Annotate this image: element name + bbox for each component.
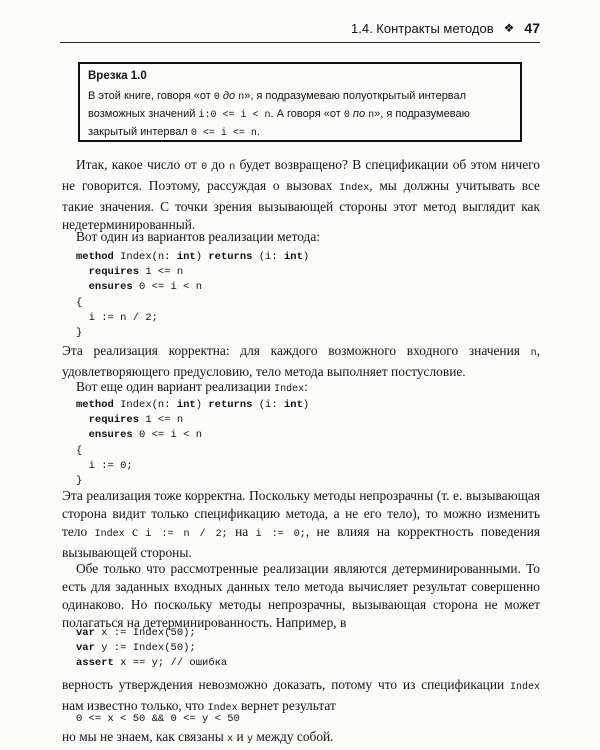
paragraph-2: Вот один из вариантов реализации метода: bbox=[76, 229, 321, 244]
inline-code: i := n / 2; bbox=[145, 529, 228, 540]
code-text: 0 <= i < n bbox=[132, 281, 203, 294]
text-run: до bbox=[207, 157, 230, 172]
inline-code: n bbox=[238, 92, 245, 103]
code-keyword: returns bbox=[208, 251, 253, 263]
sidebar-text-part: . А говоря «от bbox=[270, 108, 344, 120]
code-keyword: int bbox=[283, 399, 303, 411]
code-keyword: assert bbox=[76, 657, 114, 670]
paragraph-8 bbox=[62, 728, 540, 749]
sidebar-text bbox=[88, 88, 512, 142]
inline-code: Index bbox=[509, 682, 540, 693]
text-run: с bbox=[124, 524, 146, 539]
code-keyword: requires bbox=[88, 414, 140, 427]
code-text: ) bbox=[195, 251, 209, 263]
code-text: { bbox=[76, 444, 83, 457]
text-run: , не влияя на корректность поведения вызывающей стороны. bbox=[62, 524, 541, 560]
sidebar-text-part: закрытый интервал bbox=[88, 126, 191, 138]
code-keyword: returns bbox=[208, 399, 253, 411]
inline-code: Index bbox=[94, 529, 125, 540]
code-text: } bbox=[76, 475, 83, 488]
sidebar-text-part: возможных значений bbox=[88, 108, 199, 120]
text-run: верность утверждения невозможно доказать, потому что из спецификации bbox=[62, 677, 510, 692]
page-number: 47 bbox=[524, 20, 540, 36]
code-text: (i: bbox=[252, 399, 284, 411]
code-block-2 bbox=[76, 398, 309, 489]
text-run: Эта реализация тоже корректна. Поскольку методы непрозрачны (т. е. вызывающая сторона видит только спецификацию метода, а не его тело), то можно изменить тело bbox=[62, 488, 540, 539]
code-keyword: ensures bbox=[88, 281, 133, 294]
code-keyword: method bbox=[76, 251, 114, 263]
inline-code: Index bbox=[274, 384, 305, 395]
code-text: i := 0; bbox=[88, 459, 133, 472]
ornament-icon: ❖ bbox=[503, 21, 515, 35]
code-keyword: ensures bbox=[88, 429, 133, 442]
text-run: на bbox=[227, 524, 256, 539]
code-keyword: requires bbox=[88, 266, 140, 279]
running-header bbox=[60, 16, 540, 43]
code-keyword: var bbox=[76, 642, 95, 655]
section-title: 1.4. Контракты методов bbox=[351, 20, 494, 36]
inline-code: n bbox=[229, 162, 236, 173]
text-run: будет возвращено? В спецификации об этом ничего не говорится. Поэтому, рассуждая о вызовах bbox=[62, 157, 540, 193]
paragraph-5 bbox=[62, 487, 540, 562]
code-text: ) bbox=[195, 399, 209, 411]
text-run: : bbox=[304, 379, 308, 394]
code-keyword: int bbox=[283, 251, 303, 263]
text-run: Эта реализация корректна: для каждого возможного входного значения bbox=[62, 343, 531, 358]
sidebar-title: Врезка 1.0 bbox=[88, 70, 147, 82]
sidebar-text-part: по bbox=[349, 108, 369, 120]
code-block-3 bbox=[76, 626, 227, 672]
text-run: , удовлетворяющего предусловию, тело метода выполняет постусловие. bbox=[62, 343, 540, 379]
inline-code: Index bbox=[207, 703, 238, 714]
inline-code: 0 bbox=[343, 110, 350, 121]
text-run: , мы должны учитывать все такие значения. С точки зрения вызывающей стороны этот метод выглядит как недетерминированный. bbox=[62, 178, 540, 232]
text-run: Вот еще один вариант реализации bbox=[76, 379, 275, 394]
inline-code: n bbox=[368, 110, 375, 121]
code-text: x == y; // ошибка bbox=[113, 657, 228, 670]
code-text: ) bbox=[302, 251, 310, 263]
text-run: между собой. bbox=[253, 729, 334, 744]
paragraph-3 bbox=[62, 342, 540, 381]
code-text: } bbox=[76, 327, 83, 340]
code-keyword: method bbox=[76, 399, 114, 411]
sidebar-text-part: до bbox=[219, 90, 239, 102]
sidebar-text-part: . bbox=[256, 126, 260, 138]
sidebar-text-part: В этой книге, говоря «от bbox=[88, 90, 214, 102]
inline-code: i:0 <= i < n bbox=[198, 110, 271, 121]
code-keyword: var bbox=[76, 627, 95, 639]
sidebar-text-part: », я подразумеваю bbox=[374, 108, 470, 120]
text-run: но мы не знаем, как связаны bbox=[62, 729, 228, 744]
code-keyword: int bbox=[176, 251, 196, 263]
text-run: вернет результат bbox=[237, 698, 336, 713]
sidebar-box bbox=[78, 62, 522, 142]
code-text: { bbox=[76, 296, 83, 309]
code-text: y := Index(50); bbox=[94, 642, 196, 655]
text-run: нам известно только, что bbox=[62, 698, 208, 713]
code-text: 1 <= n bbox=[139, 266, 184, 279]
code-text: i := n / 2; bbox=[88, 311, 158, 324]
code-text: x := Index(50); bbox=[94, 627, 196, 639]
inline-code: 0 bbox=[201, 162, 208, 173]
inline-code: 0 bbox=[213, 92, 220, 103]
code-text: ) bbox=[302, 399, 310, 411]
text-run: и bbox=[233, 729, 247, 744]
paragraph-4 bbox=[62, 378, 540, 399]
inline-code: x bbox=[227, 734, 234, 745]
code-text: 1 <= n bbox=[139, 414, 184, 427]
code-text: 0 <= i < n bbox=[132, 429, 203, 442]
paragraph-1 bbox=[62, 156, 540, 234]
inline-code: Index bbox=[339, 183, 370, 194]
inline-code: i := 0; bbox=[255, 529, 306, 540]
inline-code: n bbox=[530, 348, 537, 359]
inline-code: 0 <= i <= n bbox=[190, 128, 257, 139]
code-text: Index(n: bbox=[113, 399, 177, 411]
inline-code: y bbox=[246, 734, 253, 745]
code-block-4: 0 <= x < 50 && 0 <= y < 50 bbox=[76, 713, 240, 725]
code-text: (i: bbox=[252, 251, 284, 263]
code-keyword: int bbox=[176, 399, 196, 411]
code-block-1 bbox=[76, 250, 309, 341]
text-run: Итак, какое число от bbox=[76, 157, 202, 172]
code-text: Index(n: bbox=[113, 251, 177, 263]
paragraph-6: Обе только что рассмотренные реализации являются детерминированными. То есть для заданных входных данных тело метода вычисляет результат совершенно одинаково. Но поскольку методы непрозрачны, вызывающая сторона не может полагаться на детерминированность. Например, в bbox=[62, 561, 540, 630]
sidebar-text-part: », я подразумеваю полуоткрытый интервал bbox=[244, 90, 467, 102]
